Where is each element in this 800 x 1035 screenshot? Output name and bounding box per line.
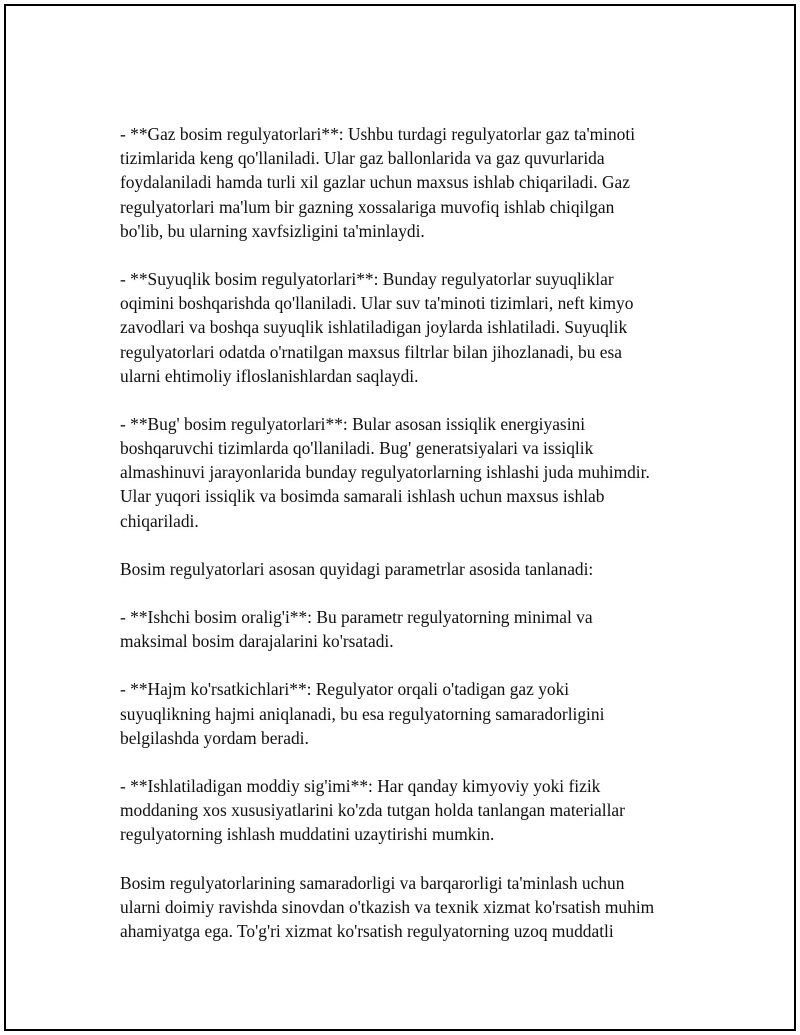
document-body: [120, 122, 700, 967]
page-frame: [4, 4, 796, 1031]
text-line: ahamiyatga ega. To'g'ri xizmat ko'rsatish regulyatorning uzoq muddatli: [120, 920, 614, 941]
text-line: ularni ehtimoliy ifloslanishlardan saqlaydi.: [120, 365, 419, 386]
text-line: zavodlari va boshqa suyuqlik ishlatiladigan joylarda ishlatiladi. Suyuqlik: [120, 317, 628, 338]
text-line: tizimlarida keng qo'llaniladi. Ular gaz ballonlarida va gaz quvurlarida: [120, 148, 605, 169]
paragraph: [120, 774, 700, 847]
text-line: ularni doimiy ravishda sinovdan o'tkazish va texnik xizmat ko'rsatish muhim: [120, 896, 655, 917]
text-line: moddaning xos xususiyatlarini ko'zda tutgan holda tanlangan materiallar: [120, 800, 625, 821]
text-line: - **Ishchi bosim oralig'i**: Bu parametr regulyatorning minimal va: [120, 607, 593, 627]
text-line: chiqariladi.: [120, 510, 199, 531]
text-line: - **Gaz bosim regulyatorlari**: Ushbu turdagi regulyatorlar gaz ta'minoti: [120, 124, 636, 144]
text-line: regulyatorlari odatda o'rnatilgan maxsus filtrlar bilan jihozlanadi, bu esa: [120, 341, 622, 362]
paragraph: [120, 605, 700, 653]
paragraph: [120, 412, 700, 533]
text-line: Ular yuqori issiqlik va bosimda samarali ishlash uchun maxsus ishlab: [120, 486, 605, 507]
text-line: oqimini boshqarishda qo'llaniladi. Ular suv ta'minoti tizimlari, neft kimyo: [120, 293, 634, 314]
text-line: - **Suyuqlik bosim regulyatorlari**: Bunday regulyatorlar suyuqliklar: [120, 268, 614, 289]
text-line: belgilashda yordam beradi.: [120, 727, 309, 748]
text-line: foydalaniladi hamda turli xil gazlar uchun maxsus ishlab chiqariladi. Gaz: [120, 172, 630, 193]
text-line: Bosim regulyatorlari asosan quyidagi parametrlar asosida tanlanadi:: [120, 558, 594, 579]
text-line: - **Hajm ko'rsatkichlari**: Regulyator orqali o'tadigan gaz yoki: [120, 679, 570, 700]
paragraph: [120, 267, 700, 388]
text-line: bo'lib, bu ularning xavfsizligini ta'minlaydi.: [120, 220, 425, 241]
paragraph: [120, 557, 700, 581]
paragraph: [120, 871, 700, 944]
text-line: - **Ishlatiladigan moddiy sig'imi**: Har qanday kimyoviy yoki fizik: [120, 775, 601, 796]
paragraph: [120, 677, 700, 750]
text-line: boshqaruvchi tizimlarda qo'llaniladi. Bug' generatsiyalari va issiqlik: [120, 438, 594, 459]
text-line: - **Bug' bosim regulyatorlari**: Bular asosan issiqlik energiyasini: [120, 413, 586, 434]
text-line: almashinuvi jarayonlarida bunday regulyatorlarning ishlashi juda muhimdir.: [120, 462, 650, 483]
paragraph: [120, 122, 700, 243]
text-line: Bosim regulyatorlarining samaradorligi va barqarorligi ta'minlash uchun: [120, 872, 625, 893]
text-line: maksimal bosim darajalarini ko'rsatadi.: [120, 631, 394, 652]
text-line: regulyatorning ishlash muddatini uzaytirishi mumkin.: [120, 824, 495, 845]
text-line: suyuqlikning hajmi aniqlanadi, bu esa regulyatorning samaradorligini: [120, 703, 605, 724]
text-line: regulyatorlari ma'lum bir gazning xossalariga muvofiq ishlab chiqilgan: [120, 196, 615, 217]
